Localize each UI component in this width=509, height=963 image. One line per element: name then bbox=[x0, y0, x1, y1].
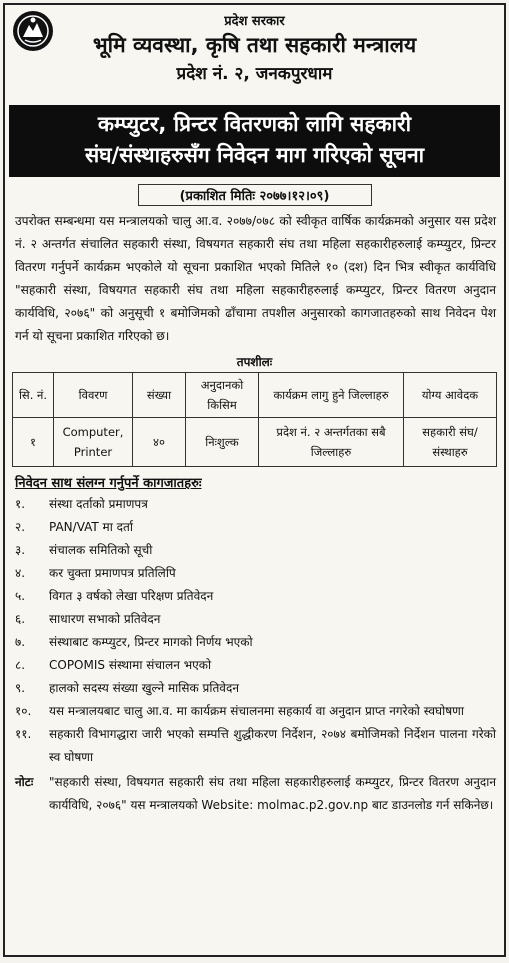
cell-description: Computer, Printer bbox=[54, 418, 133, 467]
published-date: (प्रकाशित मितिः २०७७।१२।०९) bbox=[138, 184, 372, 206]
item-number: ६. bbox=[15, 612, 26, 626]
list-item bbox=[15, 539, 496, 562]
note-text: "सहकारी संस्था, विषयगत सहकारी संघ तथा महिला सहकारीहरुलाई कम्प्युटर, प्रिन्टर वितरण अनुदान कार्यविधि, २०७६" यस मन्त्रालयको Website: molmac.p2.gov.np बाट डाउनलोड गर्न सकिनेछ। bbox=[49, 775, 496, 812]
item-text: संचालक समितिको सूची bbox=[49, 543, 153, 557]
col-header-quantity: संख्या bbox=[133, 373, 186, 418]
col-header-description: विवरण bbox=[54, 373, 133, 418]
cell-grant-type: निःशुल्क bbox=[186, 418, 259, 467]
item-text: सहकारी विभागद्धारा जारी भएको सम्पत्ति शुद्धीकरण निर्देशन, २०७४ बमोजिमको निर्देशन पालना गरेको स्व घोषणा bbox=[49, 727, 496, 764]
item-number: ७. bbox=[15, 635, 26, 649]
item-text: कर चुक्ता प्रमाणपत्र प्रतिलिपि bbox=[49, 566, 176, 580]
list-item bbox=[15, 562, 496, 585]
item-text: यस मन्त्रालयबाट चालु आ.व. मा कार्यक्रम संचालनमा सहकार्य वा अनुदान प्राप्त नगरेको स्वघोषणा bbox=[49, 704, 464, 718]
item-number: ८. bbox=[15, 658, 26, 672]
item-text: विगत ३ वर्षको लेखा परिक्षण प्रतिवेदन bbox=[49, 589, 214, 603]
item-number: १. bbox=[15, 497, 26, 511]
col-header-serial: सि. नं. bbox=[13, 373, 54, 418]
item-number: १०. bbox=[15, 704, 32, 718]
list-item bbox=[15, 516, 496, 539]
cell-eligible-applicant: सहकारी संघ/संस्थाहरु bbox=[404, 418, 497, 467]
list-item bbox=[15, 585, 496, 608]
cell-serial: १ bbox=[13, 418, 54, 467]
table-header-row bbox=[13, 373, 497, 418]
item-number: ५. bbox=[15, 589, 26, 603]
notice-banner bbox=[9, 105, 500, 177]
intro-paragraph: उपरोक्त सम्बन्धमा यस मन्त्रालयको चालु आ.व. २०७७/०७८ को स्वीकृत वार्षिक कार्यक्रमको अनुसार यस प्रदेश नं. २ अन्तर्गत संचालित सहकारी संस्था, विषयगत सहकारी संघ तथा महिला सहकारीहरुलाई कम्प्युटर, प्रिन्टर वितरण गर्नुपर्ने कार्यक्रम भएकोले यो सूचना प्रकाशित भएको मितिले १० (दश) दिन भित्र स्वीकृत कार्यविधि "सहकारी संस्था, विषयगत सहकारी संघ तथा महिला सहकारीहरुलाई कम्प्युटर, प्रिन्टर वितरण अनुदान कार्यविधि, २०७६" को अनुसूची १ बमोजिमको ढाँचामा तपशील अनुसारको कागजातहरुको साथ निवेदन पेश गर्न यो सूचना प्रकाशित गरिएको छ। bbox=[15, 214, 496, 343]
item-number: ३. bbox=[15, 543, 26, 557]
item-text: संस्थाबाट कम्प्युटर, प्रिन्टर मागको निर्णय भएको bbox=[49, 635, 253, 649]
item-number: ४. bbox=[15, 566, 26, 580]
list-item bbox=[15, 493, 496, 516]
item-text: COPOMIS संस्थामा संचालन भएको bbox=[49, 658, 212, 672]
note-label: नोटः bbox=[15, 775, 34, 789]
item-text: हालको सदस्य संख्या खुल्ने मासिक प्रतिवेदन bbox=[49, 681, 240, 695]
list-item bbox=[15, 654, 496, 677]
item-number: ११. bbox=[15, 727, 32, 741]
ministry-title: भूमि व्यवस्था, कृषि तथा सहकारी मन्त्रालय bbox=[92, 33, 417, 57]
list-item bbox=[15, 723, 496, 769]
details-table bbox=[12, 372, 497, 467]
col-header-districts: कार्यक्रम लागु हुने जिल्लाहरु bbox=[259, 373, 404, 418]
documents-title-text: निवेदन साथ संलग्न गर्नुपर्ने कागजातहरुः bbox=[15, 476, 202, 491]
item-text: साधारण सभाको प्रतिवेदन bbox=[49, 612, 161, 626]
cell-quantity: ४० bbox=[133, 418, 186, 467]
list-item bbox=[15, 700, 496, 723]
table-row bbox=[13, 418, 497, 467]
banner-line-1: कम्प्युटर, प्रिन्टर वितरणको लागि सहकारी bbox=[97, 112, 412, 136]
item-number: २. bbox=[15, 520, 26, 534]
item-text: PAN/VAT मा दर्ता bbox=[49, 520, 133, 534]
list-item bbox=[15, 631, 496, 654]
cell-districts: प्रदेश नं. २ अन्तर्गतका सबै जिल्लाहरु bbox=[259, 418, 404, 467]
documents-list bbox=[5, 493, 504, 769]
note bbox=[15, 771, 496, 817]
item-number: ९. bbox=[15, 681, 26, 695]
notice-page bbox=[3, 3, 506, 957]
documents-title bbox=[15, 473, 504, 491]
government-label: प्रदेश सरकार bbox=[224, 14, 285, 29]
col-header-grant-type: अनुदानको किसिम bbox=[186, 373, 259, 418]
location-label: प्रदेश नं. २, जनकपुरधाम bbox=[176, 64, 333, 84]
item-text: संस्था दर्ताको प्रमाणपत्र bbox=[49, 497, 148, 511]
banner-line-2: संघ/संस्थाहरुसँग निवेदन माग गरिएको सूचना bbox=[84, 143, 425, 167]
details-title: तपशीलः bbox=[236, 355, 273, 369]
header bbox=[5, 5, 504, 105]
list-item bbox=[15, 677, 496, 700]
col-header-eligible-applicant: योग्य आवेदक bbox=[404, 373, 497, 418]
list-item bbox=[15, 608, 496, 631]
